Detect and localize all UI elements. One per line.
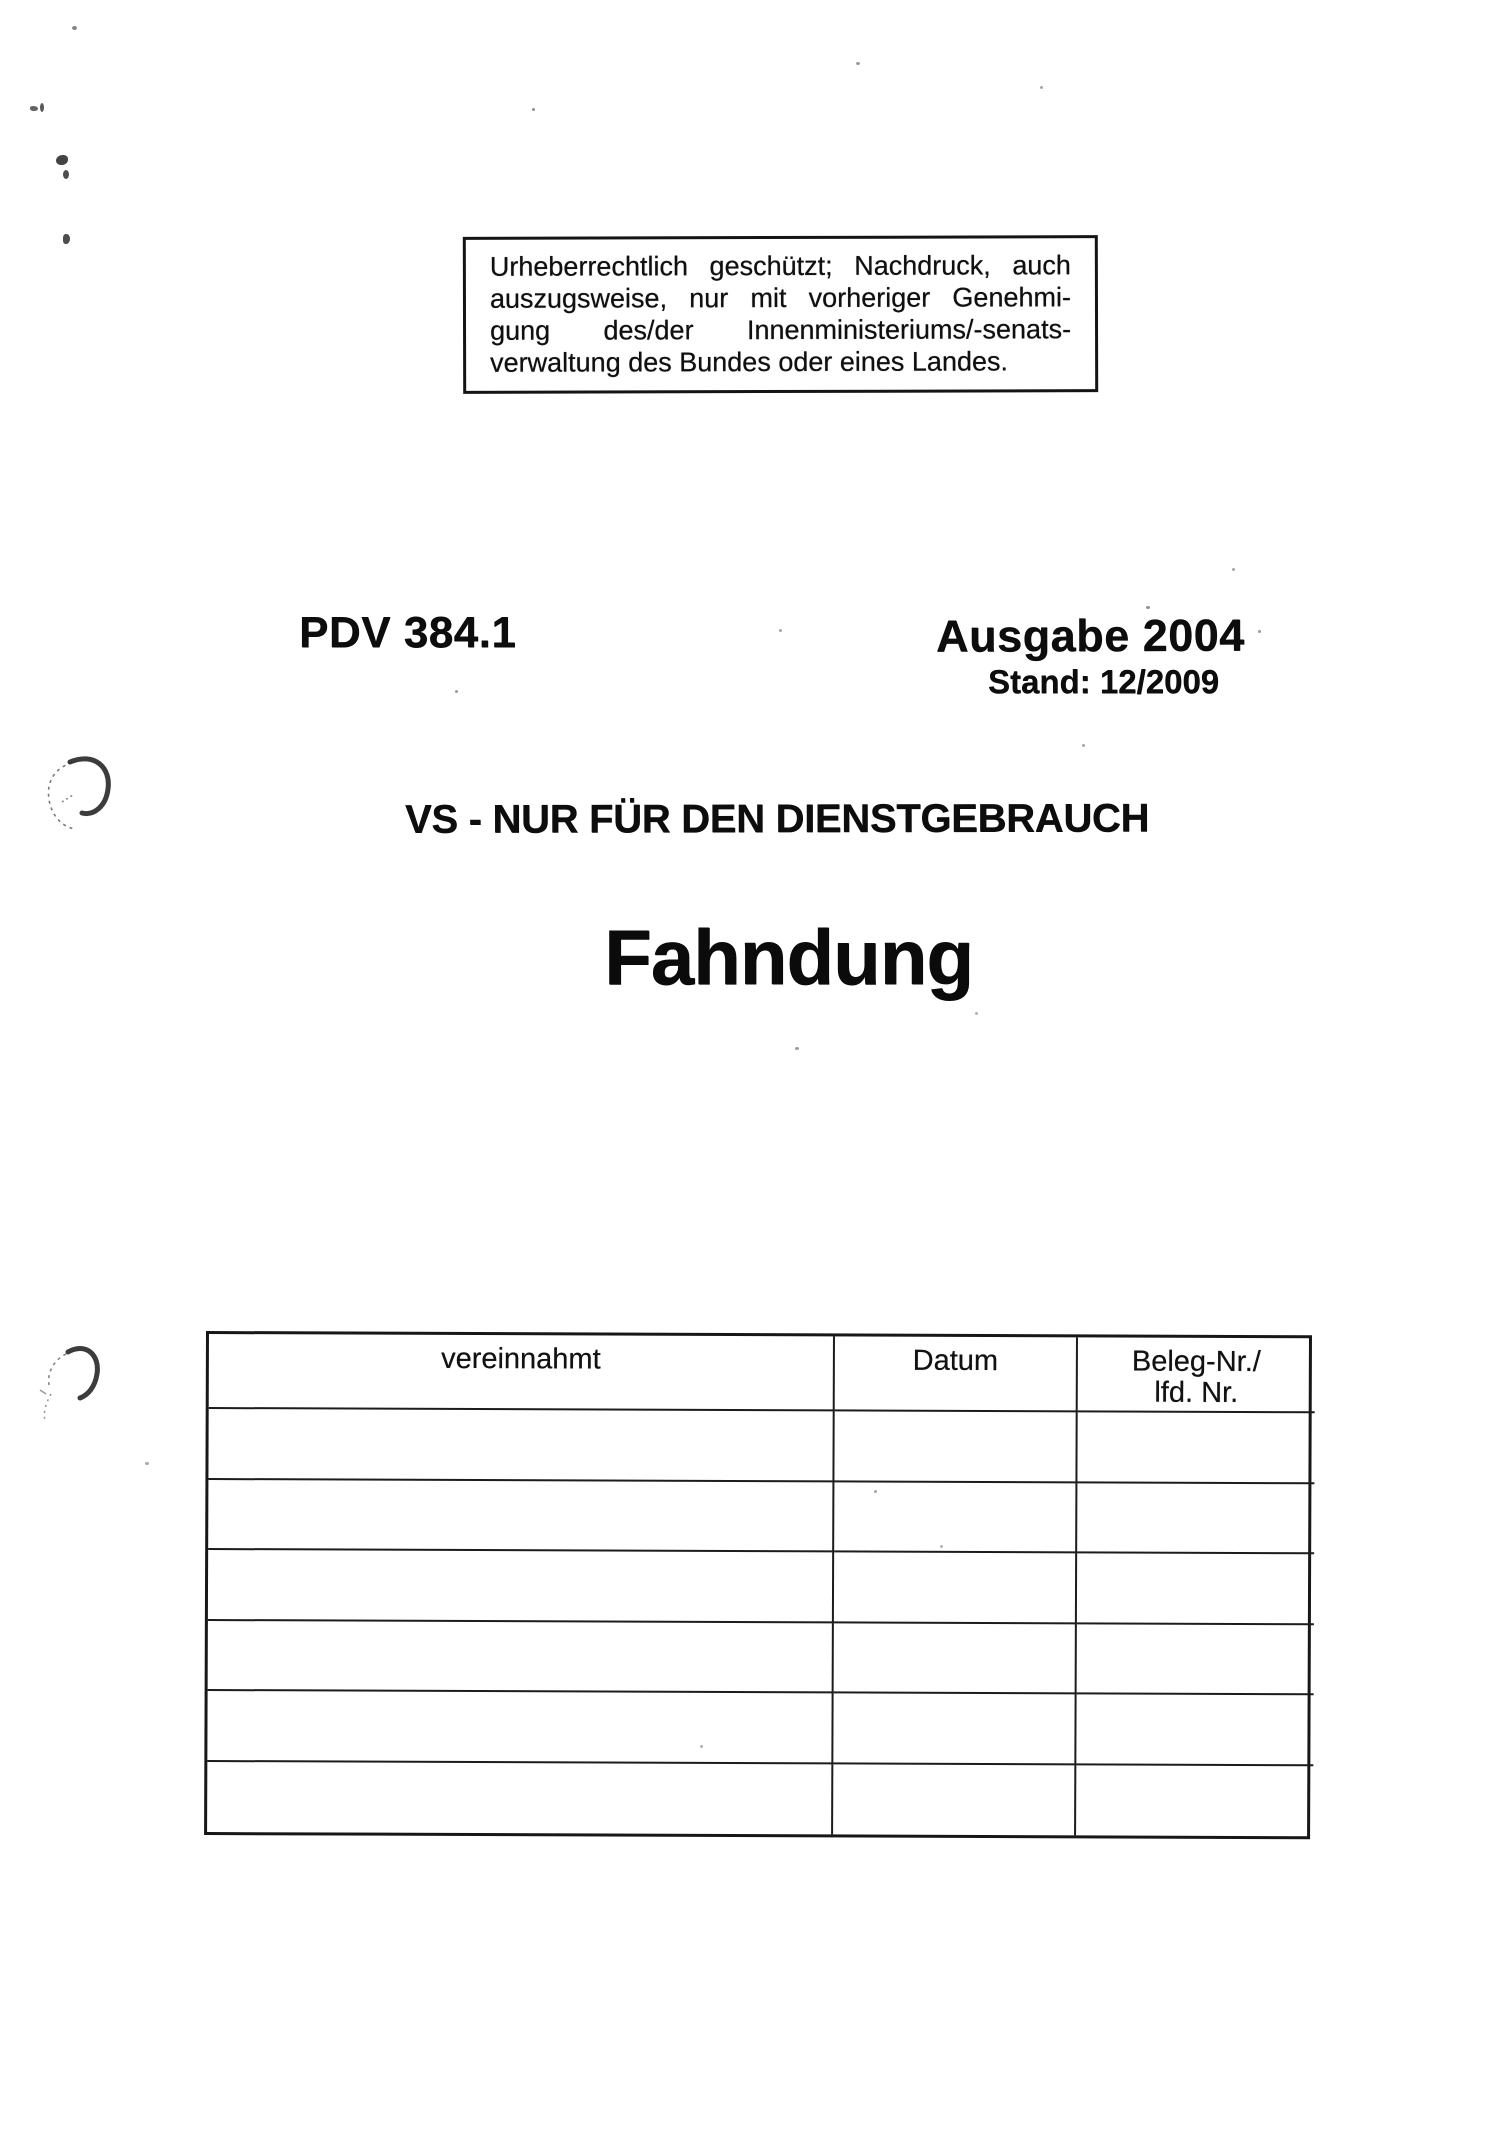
- scan-speck: [1258, 630, 1261, 633]
- scan-speck: [795, 1047, 799, 1050]
- scan-speck: [532, 108, 535, 111]
- table-empty-cell: [1076, 1694, 1313, 1765]
- scan-speck: [72, 26, 77, 30]
- edition-label: Ausgabe 2004: [935, 609, 1245, 662]
- header-label: lfd. Nr.: [1154, 1376, 1239, 1409]
- header-label: vereinnahmt: [441, 1342, 601, 1376]
- table-empty-cell: [1077, 1624, 1314, 1695]
- copyright-notice-box: [463, 235, 1098, 394]
- table-empty-cell: [833, 1693, 1076, 1764]
- scan-speck: [975, 1012, 978, 1015]
- scan-speck: [145, 1462, 149, 1465]
- table-empty-cell: [207, 1762, 833, 1835]
- table-empty-cell: [834, 1552, 1077, 1623]
- header-label: Datum: [912, 1344, 999, 1378]
- scan-speck: [56, 155, 68, 165]
- scan-speck: [30, 106, 38, 111]
- scan-speck: [1232, 568, 1235, 571]
- table-header-vereinnahmt: [209, 1334, 835, 1411]
- copyright-line: auszugsweise, nur mit vorheriger Genehmi-: [489, 282, 1071, 314]
- table-empty-cell: [834, 1482, 1077, 1553]
- copyright-line: verwaltung des Bundes oder eines Landes.: [490, 346, 1009, 378]
- table-empty-cell: [1077, 1483, 1314, 1554]
- table-empty-cell: [207, 1691, 833, 1764]
- scan-speck: [1040, 86, 1043, 89]
- copyright-line: Urheberrechtlich geschützt; Nachdruck, auch: [489, 250, 1071, 282]
- scan-speck: [1146, 606, 1150, 609]
- scan-speck: [63, 234, 70, 244]
- scan-speck: [40, 103, 44, 112]
- table-empty-cell: [208, 1550, 834, 1623]
- table-empty-cell: [208, 1621, 834, 1694]
- table-empty-cell: [834, 1411, 1077, 1482]
- revision-status: Stand: 12/2009: [988, 663, 1220, 700]
- scan-speck: [856, 62, 860, 65]
- table-empty-cell: [1077, 1412, 1314, 1483]
- table-header-beleg-nr: [1078, 1337, 1315, 1413]
- table-header-datum: [835, 1336, 1078, 1412]
- scan-speck: [63, 170, 69, 179]
- copyright-line: gung des/der Innenministeriums/-senats-: [490, 314, 1072, 346]
- table-empty-cell: [1077, 1553, 1314, 1624]
- header-label: Beleg-Nr./: [1131, 1345, 1261, 1379]
- regulation-number: PDV 384.1: [299, 608, 517, 657]
- scan-curl-mark: [42, 750, 122, 845]
- scan-speck: [1082, 744, 1085, 747]
- intake-table: [204, 1331, 1312, 1839]
- table-empty-cell: [208, 1409, 834, 1482]
- table-empty-cell: [833, 1764, 1076, 1835]
- scan-curl-mark: [36, 1336, 108, 1424]
- scan-speck: [455, 690, 458, 693]
- classification-line: VS - NUR FÜR DEN DIENSTGEBRAUCH: [404, 796, 1150, 842]
- table-empty-cell: [1076, 1765, 1313, 1836]
- table-empty-cell: [208, 1480, 834, 1553]
- scan-speck: [779, 629, 782, 632]
- document-title: Fahndung: [604, 913, 973, 1001]
- table-empty-cell: [834, 1623, 1077, 1694]
